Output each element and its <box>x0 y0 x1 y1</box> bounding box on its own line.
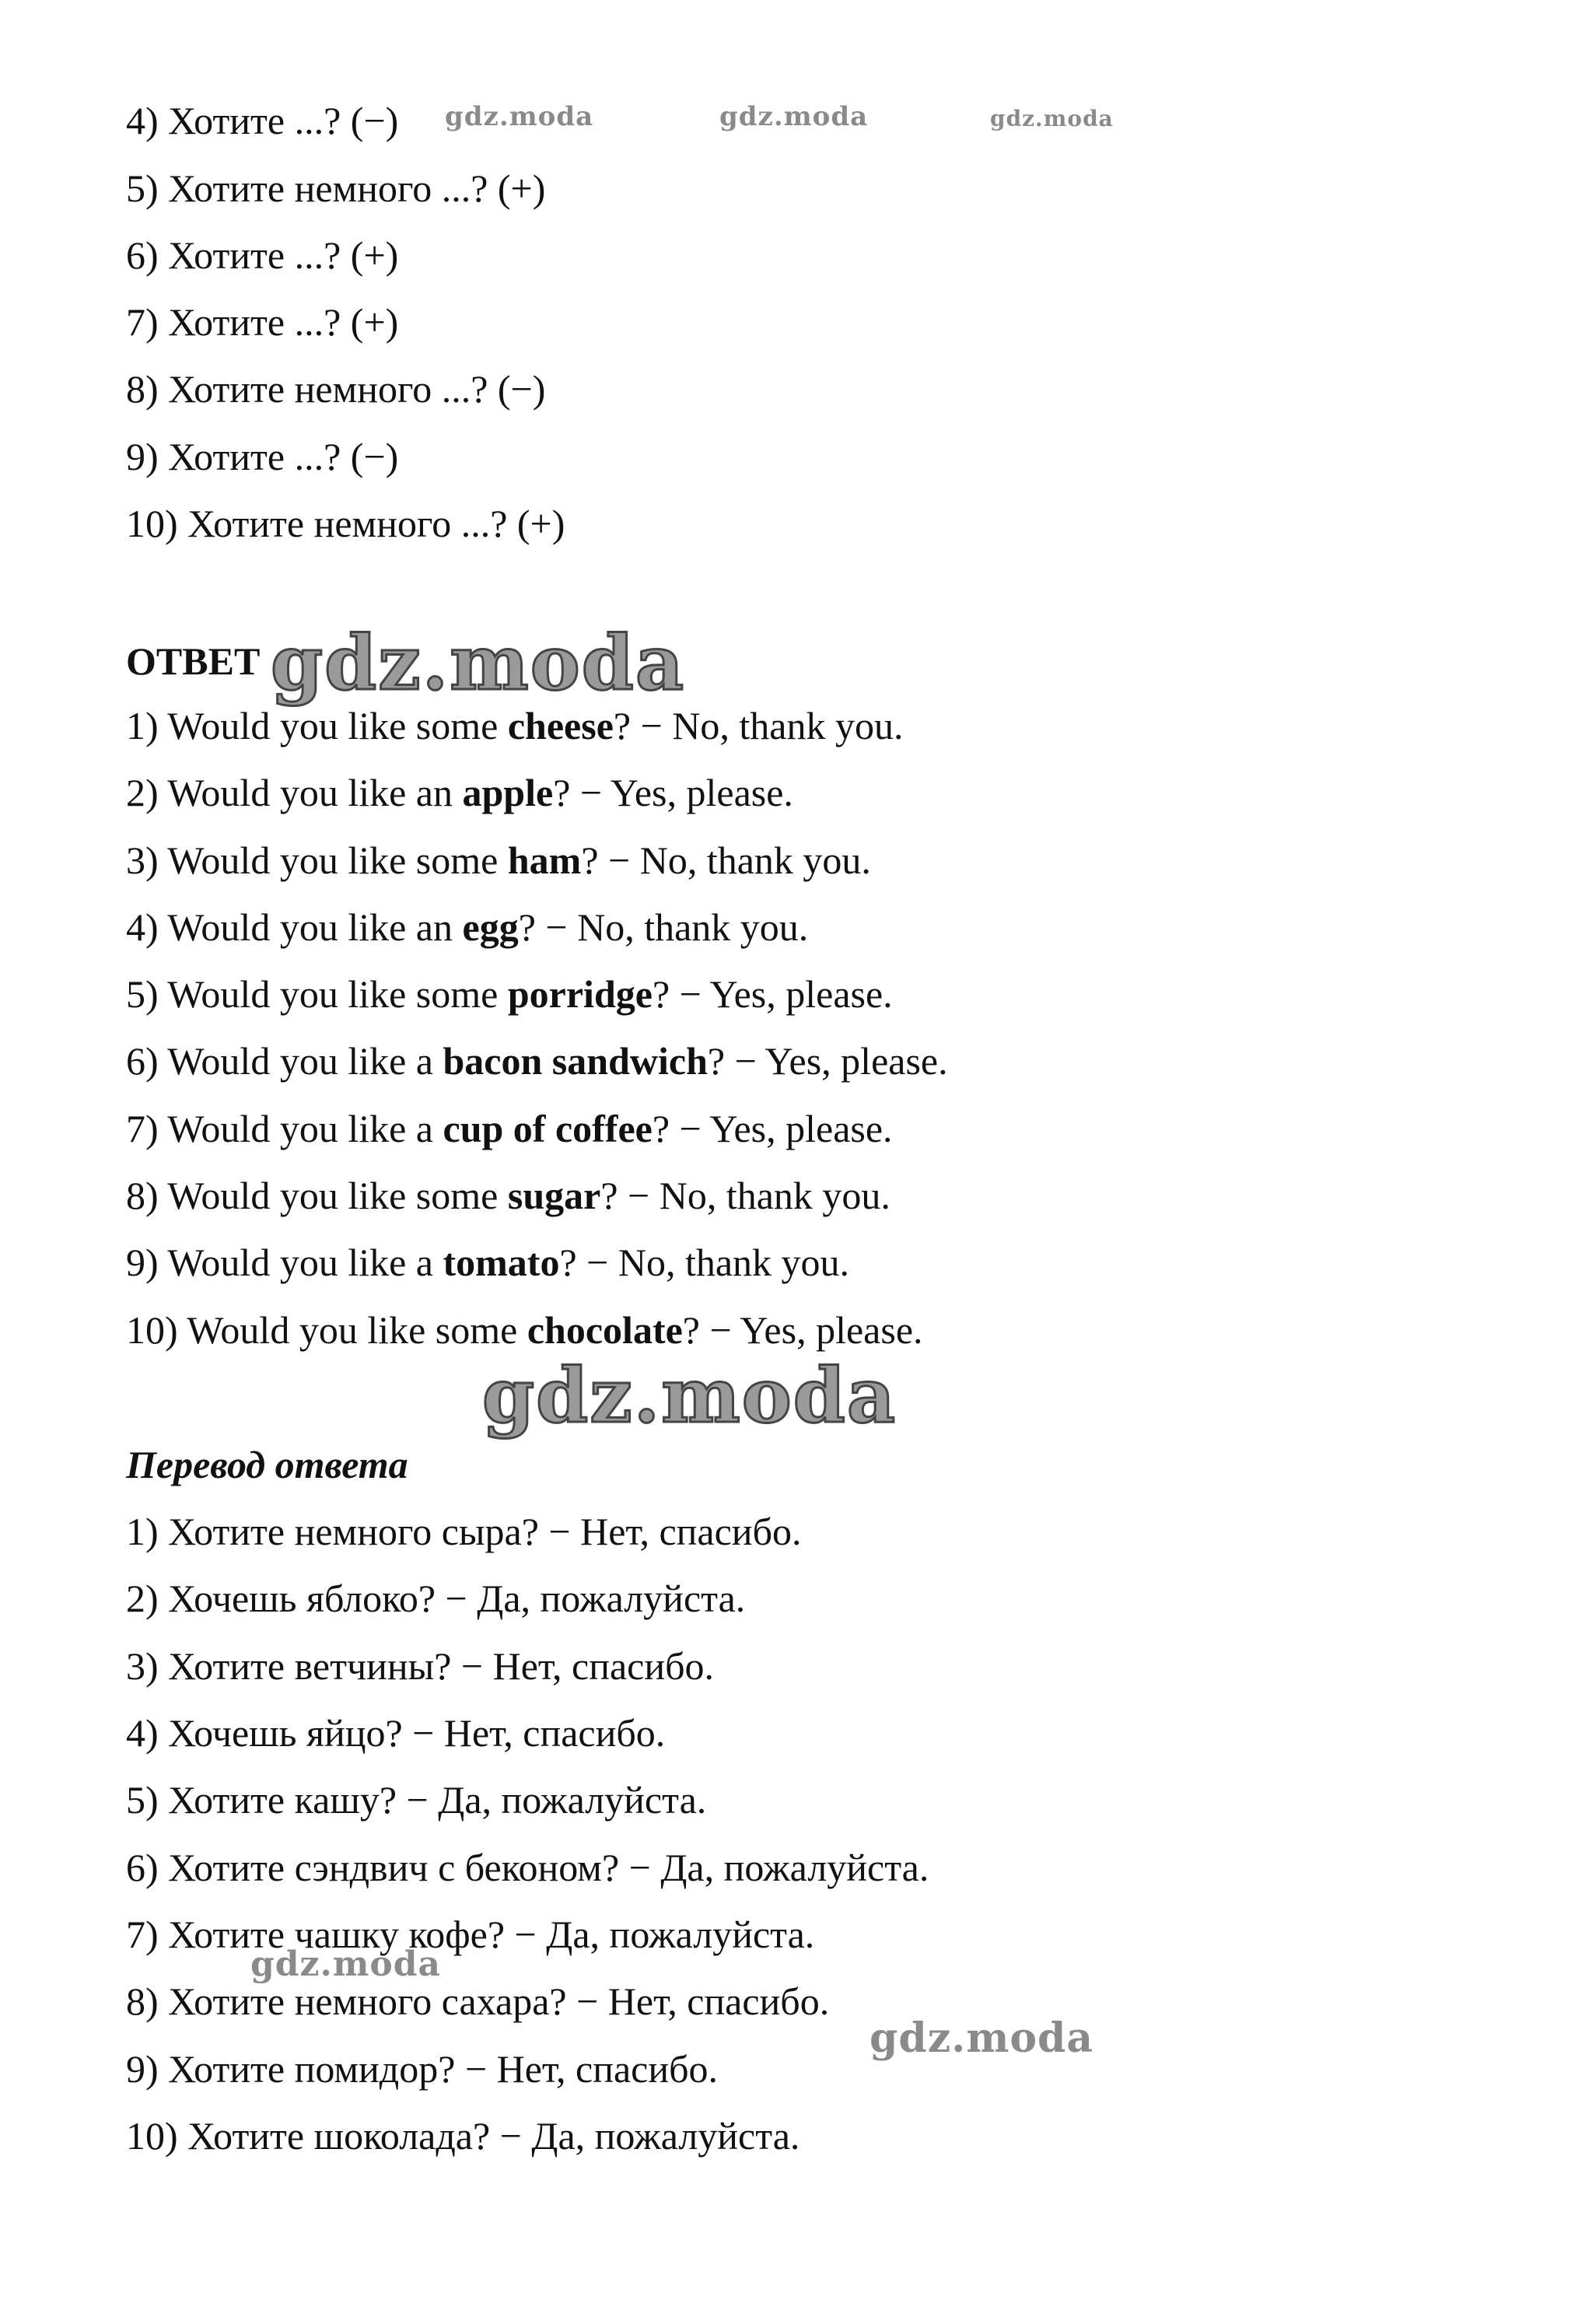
answer-line: 8) Would you like some sugar? − No, thank you. <box>126 1174 890 1217</box>
answer-line: 2) Would you like an apple? − Yes, please. <box>126 771 793 814</box>
answer-line: 7) Would you like a cup of coffee? − Yes, please. <box>126 1107 893 1150</box>
translation-line: 7) Хотите чашку кофе? − Да, пожалуйста. <box>126 1913 815 1956</box>
answer-line: 9) Would you like a tomato? − No, thank you. <box>126 1241 850 1284</box>
translation-line: 3) Хотите ветчины? − Нет, спасибо. <box>126 1644 715 1688</box>
watermark: gdz.moda <box>271 619 686 707</box>
watermark: gdz.moda <box>990 106 1114 131</box>
watermark: gdz.moda <box>869 2014 1094 2062</box>
translation-line: 2) Хочешь яблоко? − Да, пожалуйста. <box>126 1577 746 1620</box>
translation-heading: Перевод ответа <box>126 1443 408 1486</box>
answer-line: 4) Would you like an egg? − No, thank you. <box>126 905 809 949</box>
prompt-line: 5) Хотите немного ...? (+) <box>126 166 546 210</box>
watermark: gdz.moda <box>719 101 869 132</box>
answer-line: 3) Would you like some ham? − No, thank you. <box>126 838 871 882</box>
prompt-line: 7) Хотите ...? (+) <box>126 300 399 344</box>
prompt-line: 6) Хотите ...? (+) <box>126 233 399 277</box>
prompt-line: 9) Хотите ...? (−) <box>126 435 399 478</box>
translation-line: 4) Хочешь яйцо? − Нет, спасибо. <box>126 1711 666 1755</box>
watermark: gdz.moda <box>250 1944 442 1984</box>
translation-line: 1) Хотите немного сыра? − Нет, спасибо. <box>126 1510 802 1553</box>
answer-line: 1) Would you like some cheese? − No, thank you. <box>126 704 904 747</box>
answer-line: 5) Would you like some porridge? − Yes, please. <box>126 972 893 1016</box>
translation-line: 8) Хотите немного сахара? − Нет, спасибо. <box>126 1979 830 2023</box>
answer-line: 6) Would you like a bacon sandwich? − Yes, please. <box>126 1039 948 1083</box>
prompt-line: 8) Хотите немного ...? (−) <box>126 367 546 411</box>
answer-line: 10) Would you like some chocolate? − Yes, please. <box>126 1308 923 1352</box>
watermark: gdz.moda <box>482 1352 897 1440</box>
translation-line: 10) Хотите шоколада? − Да, пожалуйста. <box>126 2114 800 2158</box>
watermark: gdz.moda <box>445 101 594 132</box>
translation-line: 9) Хотите помидор? − Нет, спасибо. <box>126 2047 719 2091</box>
prompt-line: 4) Хотите ...? (−) <box>126 99 399 142</box>
prompt-line: 10) Хотите немного ...? (+) <box>126 502 565 545</box>
translation-line: 6) Хотите сэндвич с беконом? − Да, пожалуйста. <box>126 1846 929 1889</box>
translation-line: 5) Хотите кашу? − Да, пожалуйста. <box>126 1778 707 1822</box>
answer-heading: ОТВЕТ <box>126 639 261 683</box>
